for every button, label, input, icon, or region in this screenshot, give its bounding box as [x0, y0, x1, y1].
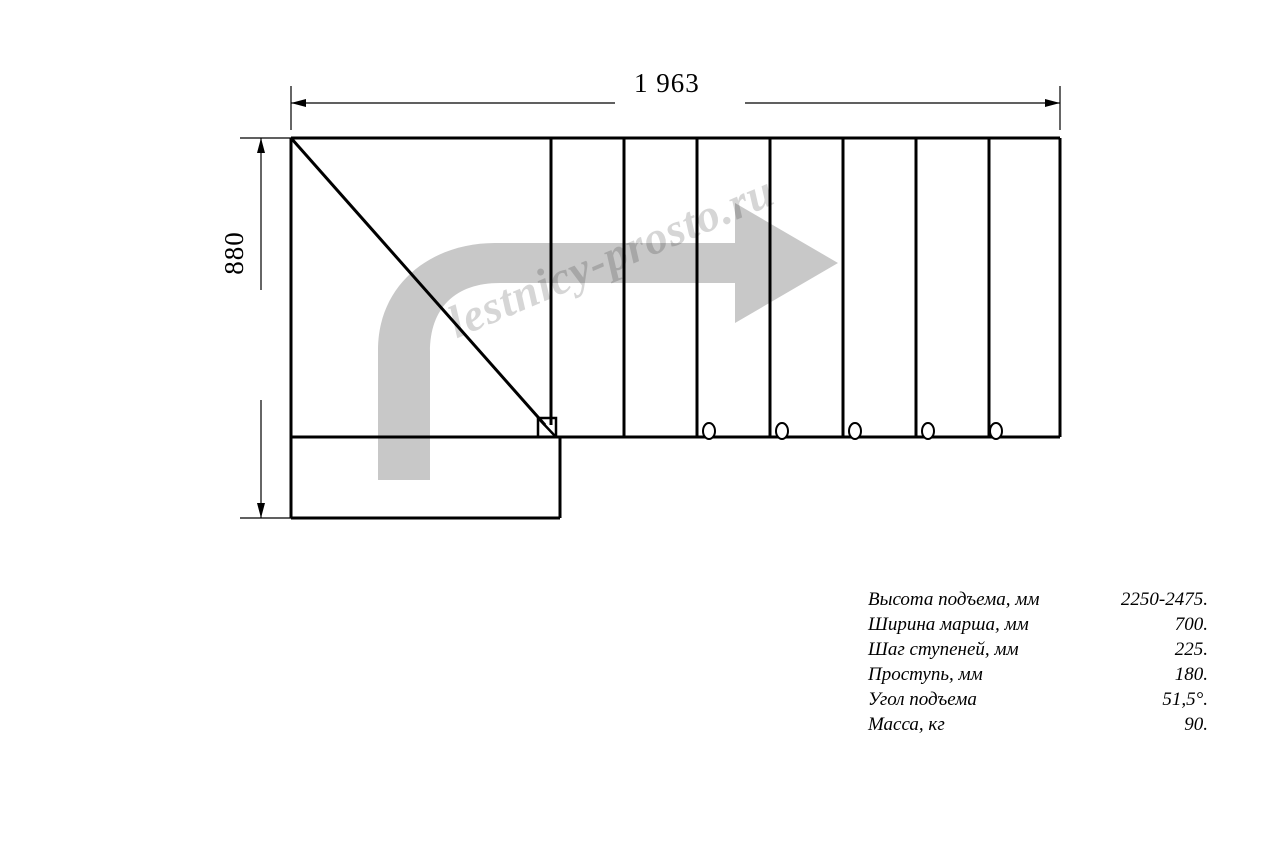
spec-label: Масса, кг: [868, 714, 945, 735]
table-row: [868, 715, 1208, 740]
spec-label: Шаг ступеней, мм: [868, 639, 1019, 660]
spec-label: Высота подъема, мм: [868, 589, 1040, 610]
specification-table: [868, 590, 1208, 740]
spec-value: 51,5°.: [1162, 689, 1208, 710]
table-row: [868, 665, 1208, 690]
top-dimension-label: 1 963: [634, 68, 700, 98]
table-row: [868, 640, 1208, 665]
spec-value: 180.: [1174, 664, 1208, 685]
left-dimension-label: 880: [219, 231, 249, 275]
spec-value: 90.: [1184, 714, 1208, 735]
spec-label: Угол подъема: [868, 689, 977, 710]
winder-corner-detail: [538, 418, 556, 437]
spec-value: 225.: [1174, 639, 1208, 660]
table-row: [868, 615, 1208, 640]
step-riser-lines: [551, 138, 989, 437]
spec-value: 700.: [1174, 614, 1208, 635]
spec-value: 2250-2475.: [1120, 589, 1208, 610]
table-row: [868, 590, 1208, 615]
spec-label: Ширина марша, мм: [868, 614, 1029, 635]
table-row: [868, 690, 1208, 715]
spec-label: Проступь, мм: [868, 664, 983, 685]
